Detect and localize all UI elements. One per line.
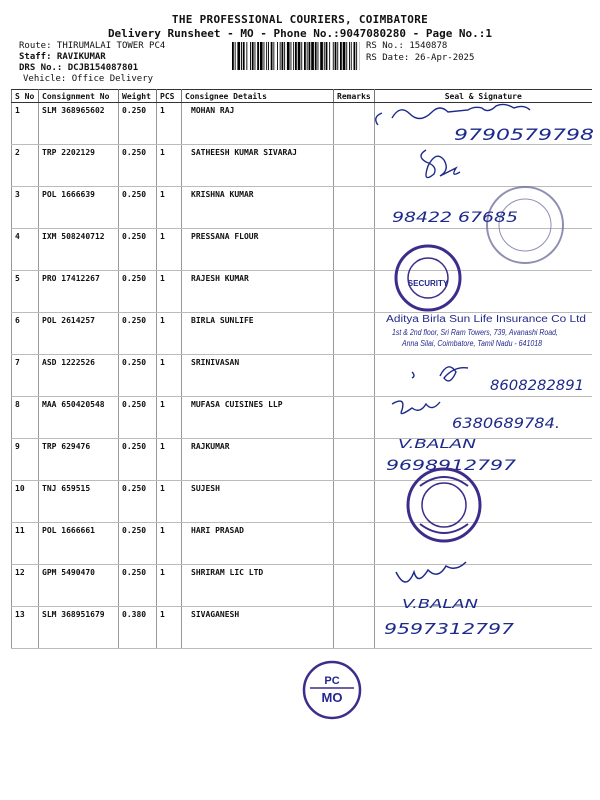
table-row xyxy=(12,355,592,397)
cell-sign xyxy=(375,397,592,439)
handwritten-phone: 6380689784. xyxy=(452,416,560,432)
col-pcs: PCS xyxy=(157,90,182,103)
cell-consignee: PRESSANA FLOUR xyxy=(182,229,334,271)
table-row xyxy=(12,523,592,565)
col-sno: S No xyxy=(12,90,39,103)
cell-weight: 0.250 xyxy=(119,229,157,271)
cell-consignee: SIVAGANESH xyxy=(182,607,334,649)
cell-remarks xyxy=(334,439,375,481)
stamp-text: 1st & 2nd floor, Sri Ram Towers, 739, Avanashi Road, xyxy=(392,328,558,337)
cell-remarks xyxy=(334,565,375,607)
stamp-pc-mo xyxy=(304,662,360,718)
col-remarks: Remarks xyxy=(334,90,375,103)
col-weight: Weight xyxy=(119,90,157,103)
vehicle-label: Vehicle: Office Delivery xyxy=(23,74,154,84)
cell-sno: 4 xyxy=(12,229,39,271)
cell-sign xyxy=(375,145,592,187)
table-row xyxy=(12,481,592,523)
cell-remarks xyxy=(334,313,375,355)
cell-pcs: 1 xyxy=(157,313,182,355)
cell-consignment: SLM 368965602 xyxy=(39,103,119,145)
cell-remarks xyxy=(334,229,375,271)
cell-weight: 0.250 xyxy=(119,523,157,565)
cell-weight: 0.250 xyxy=(119,397,157,439)
cell-sno: 2 xyxy=(12,145,39,187)
cell-weight: 0.380 xyxy=(119,607,157,649)
stamp-text: Aditya Birla Sun Life Insurance Co Ltd xyxy=(386,314,586,325)
cell-pcs: 1 xyxy=(157,565,182,607)
barcode xyxy=(232,42,360,70)
table-row xyxy=(12,439,592,481)
runsheet-table xyxy=(11,89,592,649)
cell-sno: 8 xyxy=(12,397,39,439)
cell-sno: 6 xyxy=(12,313,39,355)
cell-pcs: 1 xyxy=(157,355,182,397)
cell-weight: 0.250 xyxy=(119,481,157,523)
table-row xyxy=(12,313,592,355)
cell-consignment: GPM 5490470 xyxy=(39,565,119,607)
cell-pcs: 1 xyxy=(157,145,182,187)
handwritten-phone: 9790579798 xyxy=(454,125,594,144)
cell-remarks xyxy=(334,145,375,187)
cell-consignment: POL 2614257 xyxy=(39,313,119,355)
table-row xyxy=(12,103,592,145)
cell-remarks xyxy=(334,523,375,565)
cell-remarks xyxy=(334,187,375,229)
cell-consignee: HARI PRASAD xyxy=(182,523,334,565)
cell-weight: 0.250 xyxy=(119,271,157,313)
table-row xyxy=(12,271,592,313)
cell-remarks xyxy=(334,397,375,439)
handwritten-phone: 9597312797 xyxy=(384,620,515,638)
cell-consignment: MAA 650420548 xyxy=(39,397,119,439)
cell-remarks xyxy=(334,355,375,397)
handwritten-phone: 8608282891 xyxy=(490,378,584,394)
cell-consignee: RAJESH KUMAR xyxy=(182,271,334,313)
cell-consignment: TNJ 659515 xyxy=(39,481,119,523)
cell-consignment: TRP 2202129 xyxy=(39,145,119,187)
handwritten-phone: 9698912797 xyxy=(386,458,517,474)
cell-pcs: 1 xyxy=(157,229,182,271)
cell-sign xyxy=(375,103,592,145)
cell-pcs: 1 xyxy=(157,397,182,439)
handwritten-name: V.BALAN xyxy=(398,437,477,451)
cell-weight: 0.250 xyxy=(119,355,157,397)
cell-consignee: SHRIRAM LIC LTD xyxy=(182,565,334,607)
cell-remarks xyxy=(334,481,375,523)
cell-consignee: MUFASA CUISINES LLP xyxy=(182,397,334,439)
handwritten-phone: 98422 67685 xyxy=(392,210,519,226)
cell-pcs: 1 xyxy=(157,439,182,481)
cell-sign xyxy=(375,565,592,607)
cell-sign xyxy=(375,607,592,649)
cell-consignee: RAJKUMAR xyxy=(182,439,334,481)
cell-pcs: 1 xyxy=(157,481,182,523)
cell-consignment: TRP 629476 xyxy=(39,439,119,481)
cell-weight: 0.250 xyxy=(119,439,157,481)
cell-sno: 13 xyxy=(12,607,39,649)
cell-pcs: 1 xyxy=(157,103,182,145)
cell-sign xyxy=(375,187,592,229)
cell-sno: 5 xyxy=(12,271,39,313)
cell-consignee: SUJESH xyxy=(182,481,334,523)
cell-sign xyxy=(375,355,592,397)
cell-consignee: KRISHNA KUMAR xyxy=(182,187,334,229)
cell-sign xyxy=(375,439,592,481)
cell-consignment: SLM 368951679 xyxy=(39,607,119,649)
cell-sno: 1 xyxy=(12,103,39,145)
cell-remarks xyxy=(334,271,375,313)
stamp-text: MO xyxy=(321,690,343,705)
table-row xyxy=(12,229,592,271)
cell-pcs: 1 xyxy=(157,523,182,565)
cell-weight: 0.250 xyxy=(119,565,157,607)
cell-consignment: ASD 1222526 xyxy=(39,355,119,397)
staff-label: Staff: RAVIKUMAR xyxy=(19,52,106,62)
cell-sign xyxy=(375,313,592,355)
cell-remarks xyxy=(334,103,375,145)
handwritten-name: V.BALAN xyxy=(402,597,479,611)
cell-consignee: SATHEESH KUMAR SIVARAJ xyxy=(182,145,334,187)
cell-sno: 10 xyxy=(12,481,39,523)
cell-sign xyxy=(375,523,592,565)
cell-sno: 9 xyxy=(12,439,39,481)
cell-consignee: SRINIVASAN xyxy=(182,355,334,397)
cell-weight: 0.250 xyxy=(119,187,157,229)
col-consignment: Consignment No xyxy=(39,90,119,103)
cell-consignment: POL 1666639 xyxy=(39,187,119,229)
cell-pcs: 1 xyxy=(157,607,182,649)
cell-remarks xyxy=(334,607,375,649)
company-title: THE PROFESSIONAL COURIERS, COIMBATORE xyxy=(171,13,429,26)
cell-weight: 0.250 xyxy=(119,103,157,145)
col-sign: Seal & Signature xyxy=(375,90,592,103)
cell-sign xyxy=(375,481,592,523)
cell-weight: 0.250 xyxy=(119,313,157,355)
cell-sign xyxy=(375,229,592,271)
col-consignee: Consignee Details xyxy=(182,90,334,103)
table-row xyxy=(12,145,592,187)
table-row xyxy=(12,607,592,649)
stamp-text: SECURITY xyxy=(407,279,449,288)
stamp-text: PC xyxy=(324,675,340,687)
table-header-row xyxy=(12,90,592,103)
cell-weight: 0.250 xyxy=(119,145,157,187)
rs-no-label: RS No.: 1540878 xyxy=(366,41,448,51)
rs-date-label: RS Date: 26-Apr-2025 xyxy=(366,53,475,63)
drs-label: DRS No.: DCJB154087801 xyxy=(19,63,139,73)
stamp-text: Anna Silai, Coimbatore, Tamil Nadu - 641018 xyxy=(401,339,543,348)
cell-sno: 7 xyxy=(12,355,39,397)
cell-consignment: POL 1666661 xyxy=(39,523,119,565)
cell-sign xyxy=(375,271,592,313)
table-row xyxy=(12,397,592,439)
cell-consignment: IXM 508240712 xyxy=(39,229,119,271)
table-row xyxy=(12,187,592,229)
runsheet-title: Delivery Runsheet - MO - Phone No.:9047080280 - Page No.:1 xyxy=(107,27,493,40)
cell-sno: 11 xyxy=(12,523,39,565)
cell-consignment: PRO 17412267 xyxy=(39,271,119,313)
table-row xyxy=(12,565,592,607)
cell-pcs: 1 xyxy=(157,187,182,229)
route-label: Route: THIRUMALAI TOWER PC4 xyxy=(19,41,166,51)
cell-sno: 3 xyxy=(12,187,39,229)
cell-pcs: 1 xyxy=(157,271,182,313)
cell-sno: 12 xyxy=(12,565,39,607)
cell-consignee: MOHAN RAJ xyxy=(182,103,334,145)
cell-consignee: BIRLA SUNLIFE xyxy=(182,313,334,355)
